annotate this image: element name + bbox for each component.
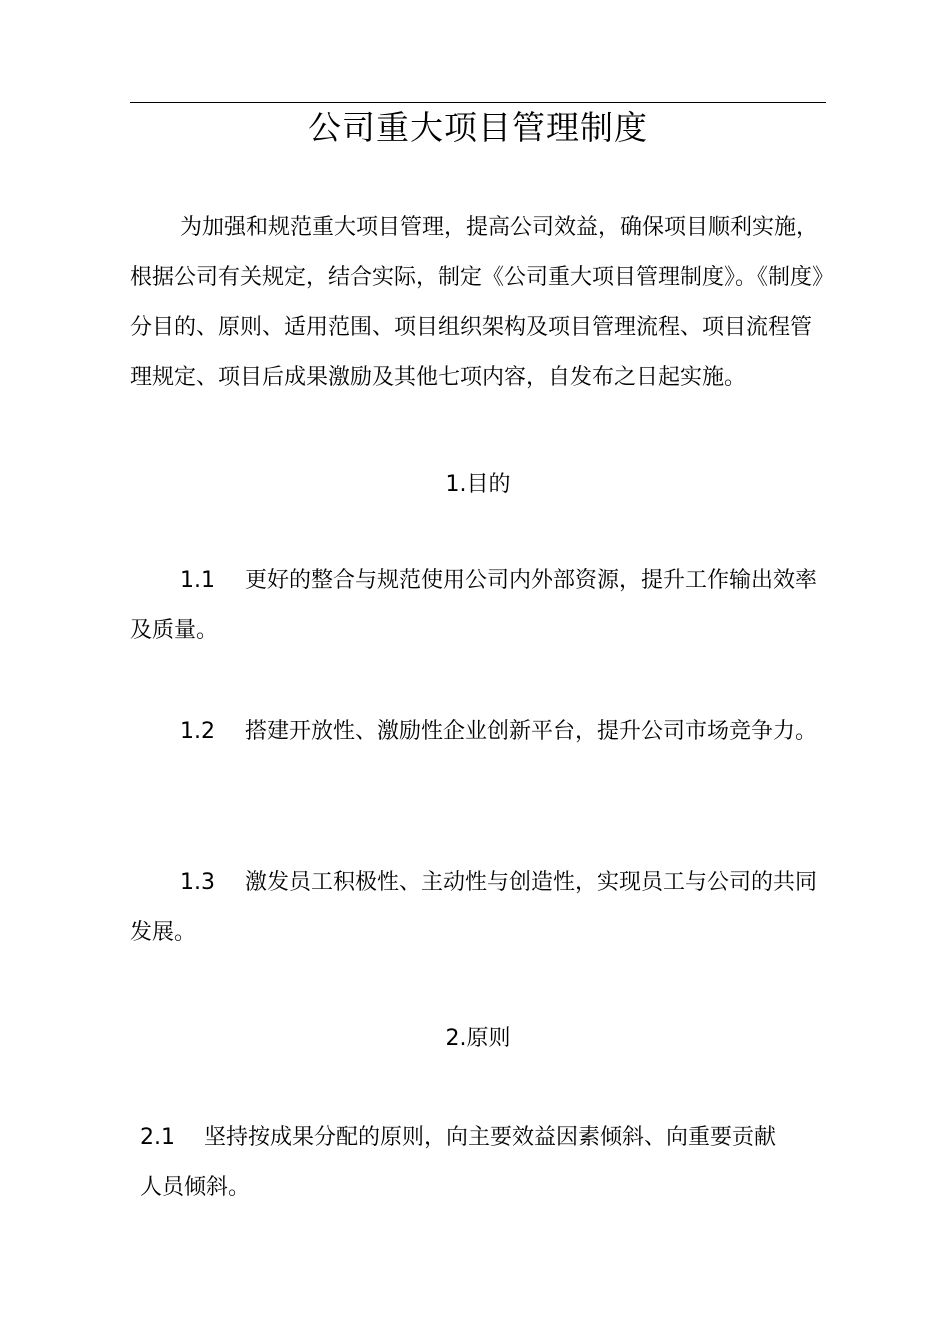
clause-number: 1.2 (180, 719, 215, 744)
document-title: 公司重大项目管理制度 (308, 108, 648, 147)
clause-1-2 (130, 707, 826, 757)
section-heading-principles: 2.原则 (445, 1026, 511, 1051)
clause-1-1 (130, 556, 826, 656)
section-heading-purpose: 1.目的 (445, 472, 511, 497)
clause-text: 搭建开放性、激励性企业创新平台，提升公司市场竞争力。 (245, 719, 818, 744)
clause-text: 更好的整合与规范使用公司内外部资源，提升工作输出效率及质量。 (130, 568, 818, 643)
clause-number: 2.1 (140, 1125, 175, 1150)
clause-text: 坚持按成果分配的原则，向主要效益因素倾斜、向重要贡献人员倾斜。 (140, 1125, 777, 1200)
header-rule (130, 102, 826, 103)
intro-paragraph: 为加强和规范重大项目管理，提高公司效益，确保项目顺利实施，根据公司有关规定，结合实际，制定《公司重大项目管理制度》。《制度》分目的、原则、适用范围、项目组织架构及项目管理流程、项目流程管理规定、项目后成果激励及其他七项内容，自发布之日起实施。 (130, 215, 824, 390)
clause-number: 1.1 (180, 568, 215, 593)
clause-1-3 (130, 858, 826, 958)
clause-2-1 (140, 1113, 780, 1213)
clause-number: 1.3 (180, 870, 215, 895)
clause-text: 激发员工积极性、主动性与创造性，实现员工与公司的共同发展。 (130, 870, 818, 945)
